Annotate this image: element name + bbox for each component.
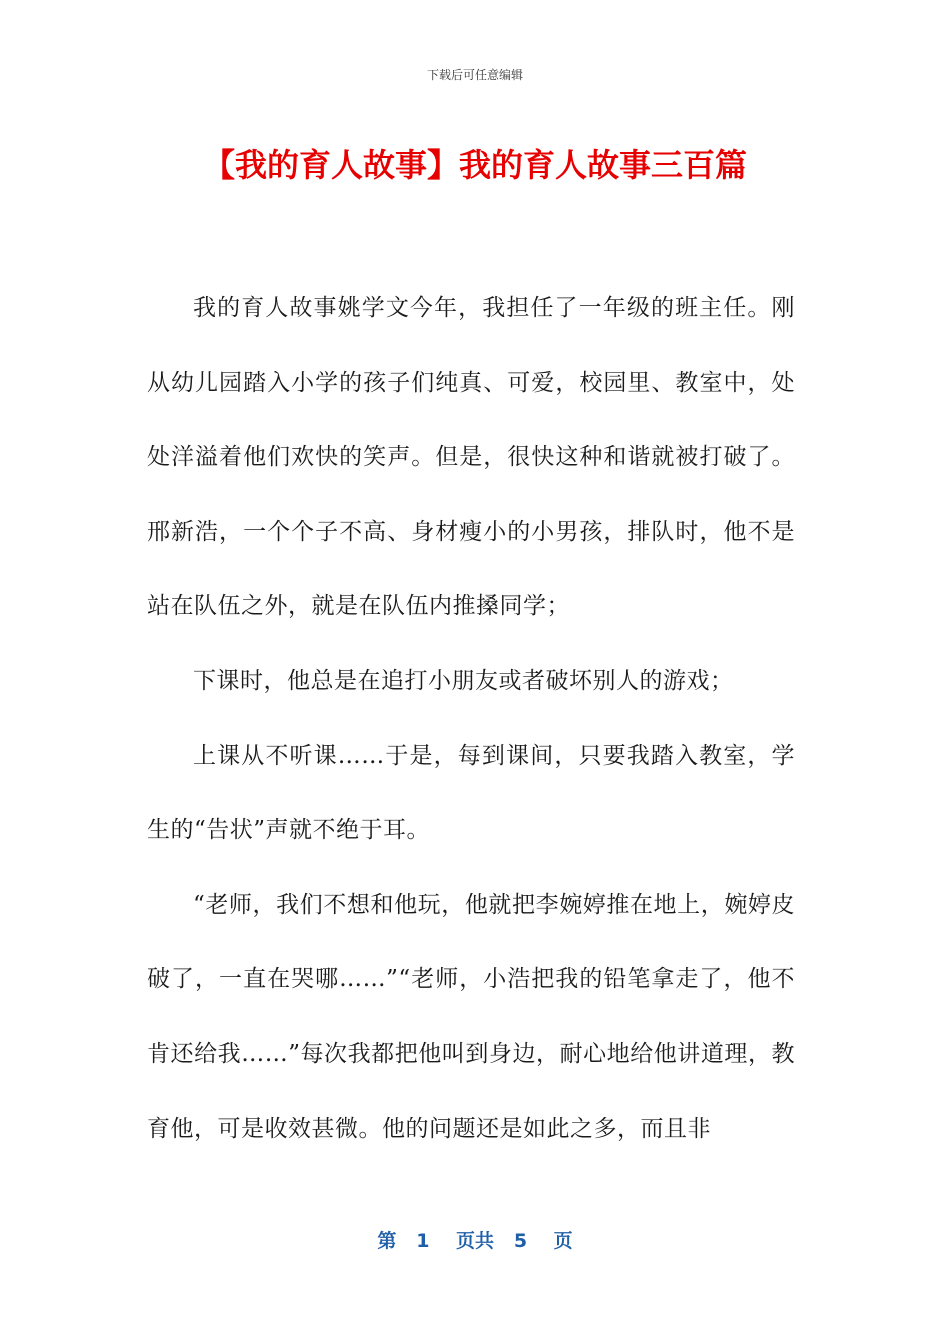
page-footer [0, 1226, 950, 1253]
page-total: 5 [513, 1230, 528, 1252]
document-title: 【我的育人故事】我的育人故事三百篇 [202, 146, 747, 184]
page-mid: 页共 [455, 1230, 494, 1252]
page-suffix: 页 [553, 1230, 573, 1252]
paragraph: “老师，我们不想和他玩，他就把李婉婷推在地上，婉婷皮破了，一直在哭哪……”“老师，小浩把我的铅笔拿走了，他不肯还给我……”每次我都把他叫到身边，耐心地给他讲道理，教育他，可是收效甚微。他的问题还是如此之多，而且非 [147, 891, 795, 1142]
header-note: 下载后可任意编辑 [426, 68, 523, 82]
document-body [147, 271, 795, 1166]
paragraph: 下课时，他总是在追打小朋友或者破坏别人的游戏； [193, 667, 734, 694]
paragraph: 我的育人故事姚学文今年，我担任了一年级的班主任。刚从幼儿园踏入小学的孩子们纯真、可爱，校园里、教室中，处处洋溢着他们欢快的笑声。但是，很快这种和谐就被打破了。邢新浩，一个个子不高、身材瘦小的小男孩，排队时，他不是站在队伍之外，就是在队伍内推搡同学； [147, 295, 795, 620]
page-current: 1 [416, 1230, 430, 1252]
page-prefix: 第 [377, 1230, 397, 1252]
paragraph: 上课从不听课……于是，每到课间，只要我踏入教室，学生的“告状”声就不绝于耳。 [147, 742, 795, 844]
